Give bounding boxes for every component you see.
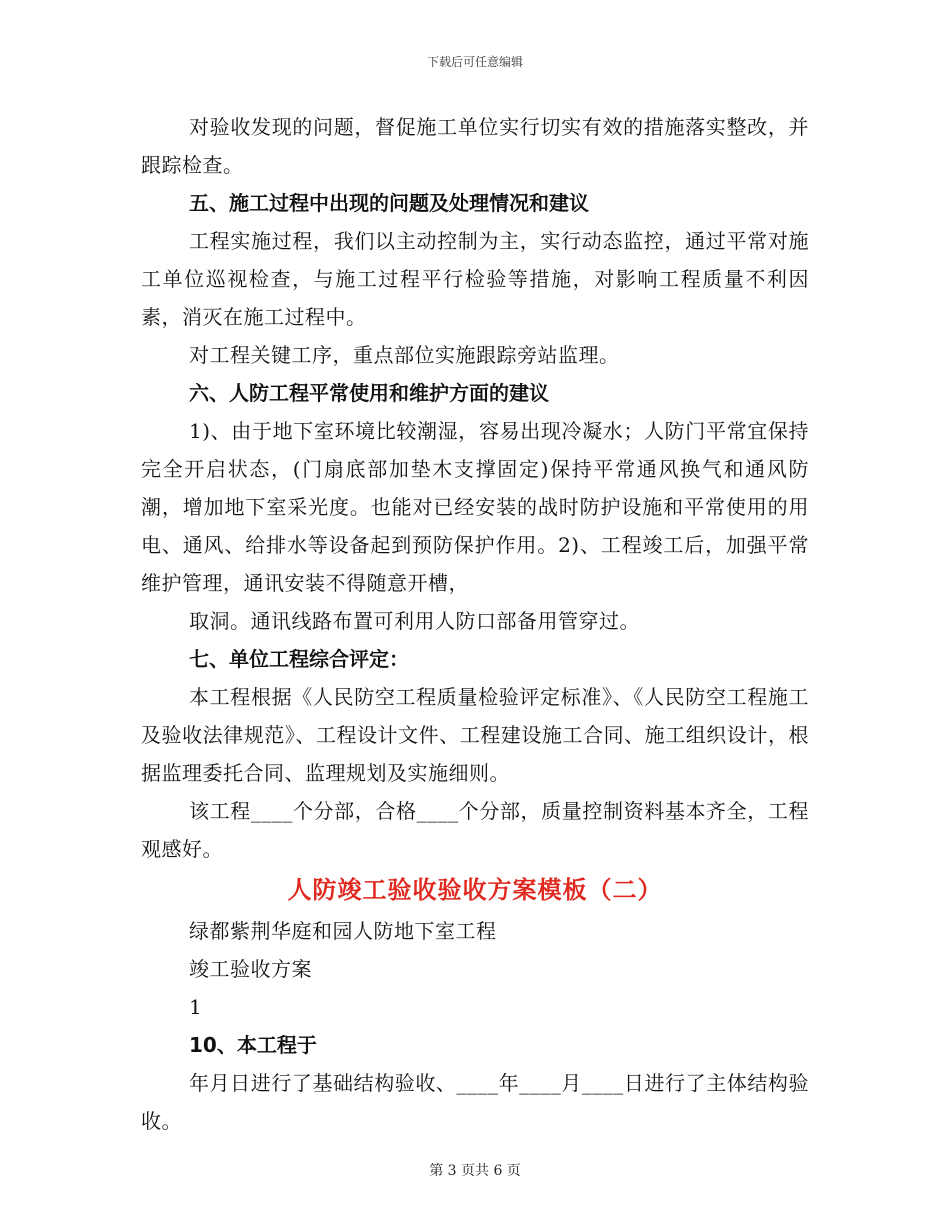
section-heading-10: 10、本工程于 — [189, 1033, 317, 1057]
document-title-2: 人防竣工验收验收方案模板（二） — [287, 876, 663, 904]
paragraph-key-process: 对工程关键工序，重点部位实施跟踪旁站监理。 — [189, 343, 620, 367]
section-heading-5: 五、施工过程中出现的问题及处理情况和建议 — [189, 191, 589, 215]
paragraph-maintenance-advice: 1)、由于地下室环境比较潮湿，容易出现冷凝水；人防门平常宜保持完全开启状态，(门扇底部加垫木支撑固定)保持平常通风换气和通风防潮，增加地下室采光度。也能对已经安装的战时防护设施和平常使用的用电、通风、给排水等设备起到预防保护作用。2)、工程竣工后，加强平常维护管理，通讯安装不得随意开槽， — [141, 419, 809, 595]
paragraph-evaluation-result: 该工程____个分部，合格____个分部，质量控制资料基本齐全，工程观感好。 — [141, 799, 809, 861]
paragraph-number: 1 — [189, 995, 203, 1019]
paragraph-construction-control: 工程实施过程，我们以主动控制为主，实行动态监控，通过平常对施工单位巡视检查，与施工过程平行检验等措施，对影响工程质量不利因素，消灭在施工过程中。 — [141, 229, 809, 329]
paragraph-rectification: 对验收发现的问题，督促施工单位实行切实有效的措施落实整改，并跟踪检查。 — [141, 115, 809, 177]
paragraph-communication-lines: 取洞。通讯线路布置可利用人防口部备用管穿过。 — [189, 609, 640, 633]
paragraph-acceptance-dates: 年月日进行了基础结构验收、____年____月____日进行了主体结构验收。 — [141, 1071, 809, 1133]
page-header-note: 下载后可任意编辑 — [426, 55, 523, 69]
paragraph-project-name: 绿都紫荆华庭和园人防地下室工程 — [189, 919, 497, 943]
document-body — [141, 108, 809, 1140]
paragraph-plan-name: 竣工验收方案 — [189, 957, 312, 981]
section-heading-6: 六、人防工程平常使用和维护方面的建议 — [189, 381, 549, 405]
page-footer-number: 第 3 页共 6 页 — [429, 1163, 521, 1179]
paragraph-standards-basis: 本工程根据《人民防空工程质量检验评定标准》、《人民防空工程施工及验收法律规范》、工程设计文件、工程建设施工合同、施工组织设计，根据监理委托合同、监理规划及实施细则。 — [141, 685, 809, 785]
section-heading-7: 七、单位工程综合评定： — [189, 647, 409, 671]
